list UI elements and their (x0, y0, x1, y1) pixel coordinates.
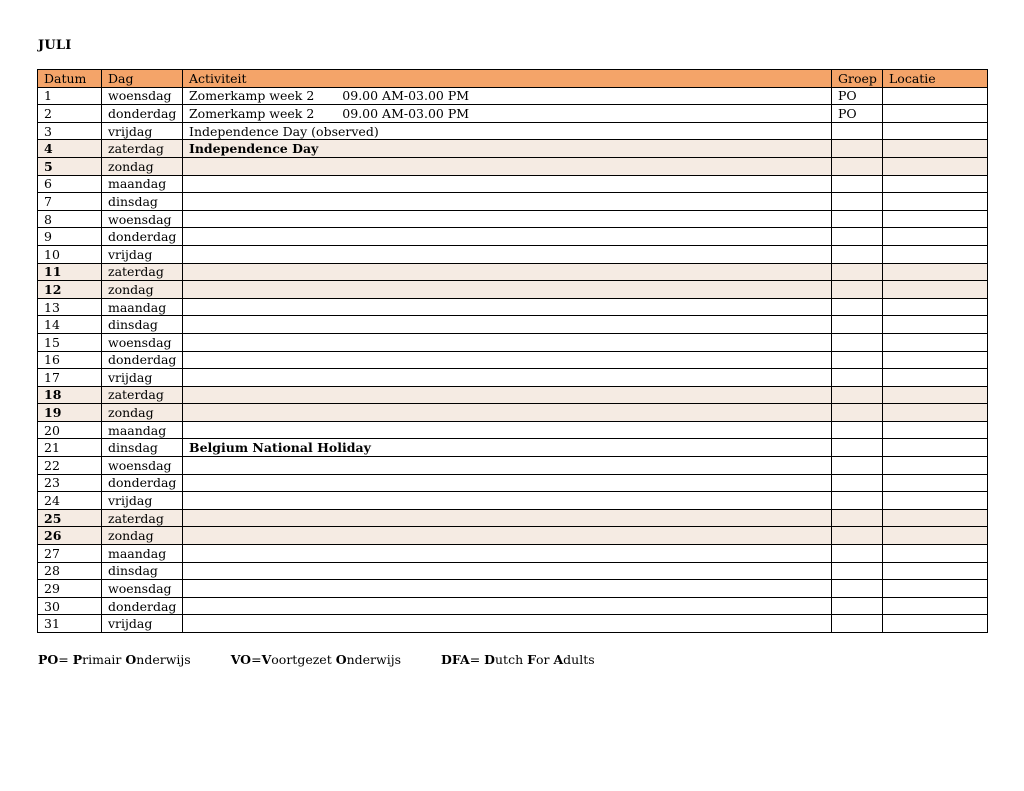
table-row (38, 333, 988, 351)
cell-datum: 20 (38, 421, 102, 439)
cell-activiteit (183, 298, 832, 316)
cell-datum: 24 (38, 492, 102, 510)
cell-activiteit (183, 175, 832, 193)
cell-dag: zondag (102, 157, 183, 175)
cell-datum: 31 (38, 615, 102, 633)
column-header-groep: Groep (832, 70, 883, 88)
column-header-locatie: Locatie (883, 70, 988, 88)
cell-groep (832, 527, 883, 545)
cell-groep (832, 439, 883, 457)
cell-activiteit (183, 421, 832, 439)
table-row (38, 157, 988, 175)
cell-datum: 25 (38, 509, 102, 527)
cell-dag: zondag (102, 281, 183, 299)
cell-activiteit (183, 597, 832, 615)
table-row (38, 492, 988, 510)
cell-dag: dinsdag (102, 193, 183, 211)
cell-activiteit (183, 281, 832, 299)
cell-datum: 1 (38, 87, 102, 105)
cell-locatie (883, 615, 988, 633)
cell-dag: vrijdag (102, 122, 183, 140)
activity-text: Zomerkamp week 2 (189, 105, 315, 121)
cell-activiteit (183, 87, 832, 105)
cell-groep (832, 263, 883, 281)
cell-groep (832, 175, 883, 193)
cell-groep (832, 210, 883, 228)
cell-datum: 23 (38, 474, 102, 492)
table-row (38, 298, 988, 316)
cell-groep (832, 580, 883, 598)
table-row (38, 210, 988, 228)
legend-text: rimair (82, 652, 126, 667)
legend-text: O (335, 652, 347, 667)
cell-locatie (883, 210, 988, 228)
cell-activiteit (183, 122, 832, 140)
cell-groep (832, 597, 883, 615)
table-row (38, 281, 988, 299)
cell-activiteit (183, 193, 832, 211)
cell-dag: donderdag (102, 105, 183, 123)
table-row (38, 562, 988, 580)
cell-dag: zaterdag (102, 386, 183, 404)
cell-locatie (883, 157, 988, 175)
cell-dag: zondag (102, 527, 183, 545)
cell-datum: 7 (38, 193, 102, 211)
cell-datum: 8 (38, 210, 102, 228)
cell-datum: 10 (38, 245, 102, 263)
cell-activiteit (183, 157, 832, 175)
cell-dag: maandag (102, 545, 183, 563)
cell-dag: woensdag (102, 333, 183, 351)
column-header-datum: Datum (38, 70, 102, 88)
cell-dag: zaterdag (102, 263, 183, 281)
cell-activiteit (183, 580, 832, 598)
cell-datum: 21 (38, 439, 102, 457)
cell-locatie (883, 140, 988, 158)
cell-datum: 5 (38, 157, 102, 175)
table-row (38, 421, 988, 439)
cell-activiteit (183, 404, 832, 422)
cell-activiteit (183, 140, 832, 158)
cell-locatie (883, 492, 988, 510)
cell-locatie (883, 562, 988, 580)
cell-groep (832, 492, 883, 510)
cell-activiteit (183, 369, 832, 387)
legend-text: DFA (441, 652, 470, 667)
cell-datum: 9 (38, 228, 102, 246)
cell-datum: 4 (38, 140, 102, 158)
table-row (38, 122, 988, 140)
cell-dag: donderdag (102, 474, 183, 492)
legend-text: utch (495, 652, 528, 667)
cell-dag: woensdag (102, 210, 183, 228)
table-row (38, 87, 988, 105)
cell-groep (832, 421, 883, 439)
table-row (38, 545, 988, 563)
cell-locatie (883, 122, 988, 140)
cell-locatie (883, 386, 988, 404)
table-row (38, 228, 988, 246)
table-row (38, 615, 988, 633)
cell-groep (832, 545, 883, 563)
legend-text: dults (563, 652, 595, 667)
table-row (38, 263, 988, 281)
legend-item (441, 652, 595, 667)
table-row (38, 316, 988, 334)
cell-groep (832, 386, 883, 404)
legend-item (38, 652, 191, 667)
cell-groep (832, 474, 883, 492)
cell-dag: donderdag (102, 597, 183, 615)
cell-dag: zaterdag (102, 509, 183, 527)
cell-locatie (883, 87, 988, 105)
table-row (38, 439, 988, 457)
legend-text: nderwijs (346, 652, 402, 667)
legend-text: PO (38, 652, 59, 667)
cell-groep (832, 333, 883, 351)
cell-dag: dinsdag (102, 316, 183, 334)
legend-item (231, 652, 401, 667)
cell-activiteit (183, 263, 832, 281)
legend-text: = (251, 652, 262, 667)
cell-datum: 27 (38, 545, 102, 563)
activity-time: 09.00 AM-03.00 PM (342, 88, 470, 104)
cell-dag: zondag (102, 404, 183, 422)
activity-text: Belgium National Holiday (189, 440, 371, 456)
table-row (38, 105, 988, 123)
cell-dag: maandag (102, 175, 183, 193)
cell-activiteit (183, 545, 832, 563)
cell-groep: PO (832, 87, 883, 105)
legend-text: VO (230, 652, 252, 667)
cell-datum: 19 (38, 404, 102, 422)
cell-groep (832, 351, 883, 369)
activity-time: 09.00 AM-03.00 PM (342, 105, 470, 121)
cell-activiteit (183, 386, 832, 404)
cell-groep (832, 157, 883, 175)
cell-groep (832, 122, 883, 140)
cell-activiteit (183, 527, 832, 545)
cell-datum: 2 (38, 105, 102, 123)
cell-datum: 3 (38, 122, 102, 140)
cell-activiteit (183, 474, 832, 492)
column-header-activiteit: Activiteit (183, 70, 832, 88)
cell-dag: woensdag (102, 580, 183, 598)
cell-datum: 28 (38, 562, 102, 580)
cell-datum: 29 (38, 580, 102, 598)
cell-datum: 13 (38, 298, 102, 316)
cell-groep (832, 562, 883, 580)
cell-locatie (883, 316, 988, 334)
cell-locatie (883, 509, 988, 527)
legend-text: = (469, 652, 485, 667)
cell-activiteit (183, 457, 832, 475)
cell-groep (832, 457, 883, 475)
table-row (38, 474, 988, 492)
legend-text: P (72, 652, 83, 667)
cell-datum: 22 (38, 457, 102, 475)
table-row (38, 597, 988, 615)
cell-datum: 6 (38, 175, 102, 193)
cell-dag: woensdag (102, 87, 183, 105)
table-row (38, 351, 988, 369)
cell-groep: PO (832, 105, 883, 123)
cell-dag: vrijdag (102, 245, 183, 263)
cell-locatie (883, 457, 988, 475)
table-row (38, 457, 988, 475)
cell-dag: dinsdag (102, 562, 183, 580)
table-row (38, 193, 988, 211)
column-header-dag: Dag (102, 70, 183, 88)
legend (38, 652, 595, 667)
cell-groep (832, 615, 883, 633)
cell-activiteit (183, 316, 832, 334)
legend-text: V (261, 652, 272, 667)
cell-locatie (883, 421, 988, 439)
legend-text: or (535, 652, 554, 667)
cell-locatie (883, 545, 988, 563)
cell-datum: 18 (38, 386, 102, 404)
legend-text: = (58, 652, 73, 667)
table-row (38, 369, 988, 387)
cell-activiteit (183, 615, 832, 633)
cell-datum: 12 (38, 281, 102, 299)
month-title: JULI (38, 38, 72, 53)
cell-locatie (883, 439, 988, 457)
cell-activiteit (183, 439, 832, 457)
cell-activiteit (183, 210, 832, 228)
cell-groep (832, 193, 883, 211)
cell-dag: vrijdag (102, 492, 183, 510)
cell-dag: donderdag (102, 228, 183, 246)
cell-activiteit (183, 492, 832, 510)
cell-dag: vrijdag (102, 369, 183, 387)
cell-dag: maandag (102, 421, 183, 439)
cell-locatie (883, 580, 988, 598)
cell-locatie (883, 298, 988, 316)
cell-dag: vrijdag (102, 615, 183, 633)
cell-datum: 15 (38, 333, 102, 351)
cell-locatie (883, 527, 988, 545)
cell-datum: 26 (38, 527, 102, 545)
table-row (38, 527, 988, 545)
cell-dag: woensdag (102, 457, 183, 475)
cell-locatie (883, 193, 988, 211)
cell-locatie (883, 333, 988, 351)
cell-datum: 14 (38, 316, 102, 334)
cell-groep (832, 281, 883, 299)
activity-text: Independence Day (observed) (189, 123, 379, 139)
cell-locatie (883, 351, 988, 369)
cell-groep (832, 298, 883, 316)
cell-activiteit (183, 333, 832, 351)
cell-datum: 16 (38, 351, 102, 369)
cell-groep (832, 316, 883, 334)
cell-groep (832, 369, 883, 387)
cell-groep (832, 245, 883, 263)
cell-activiteit (183, 245, 832, 263)
cell-dag: donderdag (102, 351, 183, 369)
cell-activiteit (183, 509, 832, 527)
table-row (38, 580, 988, 598)
cell-dag: dinsdag (102, 439, 183, 457)
cell-activiteit (183, 105, 832, 123)
activity-text: Zomerkamp week 2 (189, 88, 315, 104)
calendar-body (38, 87, 988, 632)
legend-text: nderwijs (136, 652, 191, 667)
cell-datum: 11 (38, 263, 102, 281)
legend-text: F (527, 652, 536, 667)
legend-text: oortgezet (271, 652, 336, 667)
cell-dag: zaterdag (102, 140, 183, 158)
table-row (38, 509, 988, 527)
cell-locatie (883, 228, 988, 246)
cell-dag: maandag (102, 298, 183, 316)
table-row (38, 245, 988, 263)
calendar-table (37, 69, 988, 633)
cell-groep (832, 140, 883, 158)
cell-datum: 30 (38, 597, 102, 615)
cell-activiteit (183, 351, 832, 369)
table-header-row (38, 70, 988, 88)
cell-locatie (883, 281, 988, 299)
activity-text: Independence Day (189, 141, 319, 157)
cell-locatie (883, 474, 988, 492)
table-row (38, 404, 988, 422)
cell-groep (832, 509, 883, 527)
cell-locatie (883, 175, 988, 193)
legend-text: O (125, 652, 137, 667)
cell-locatie (883, 369, 988, 387)
legend-text: A (553, 652, 564, 667)
cell-groep (832, 228, 883, 246)
cell-datum: 17 (38, 369, 102, 387)
legend-text: D (484, 652, 495, 667)
cell-locatie (883, 404, 988, 422)
cell-locatie (883, 105, 988, 123)
cell-locatie (883, 245, 988, 263)
table-row (38, 175, 988, 193)
table-row (38, 140, 988, 158)
cell-activiteit (183, 562, 832, 580)
cell-locatie (883, 263, 988, 281)
cell-groep (832, 404, 883, 422)
table-row (38, 386, 988, 404)
cell-locatie (883, 597, 988, 615)
cell-activiteit (183, 228, 832, 246)
